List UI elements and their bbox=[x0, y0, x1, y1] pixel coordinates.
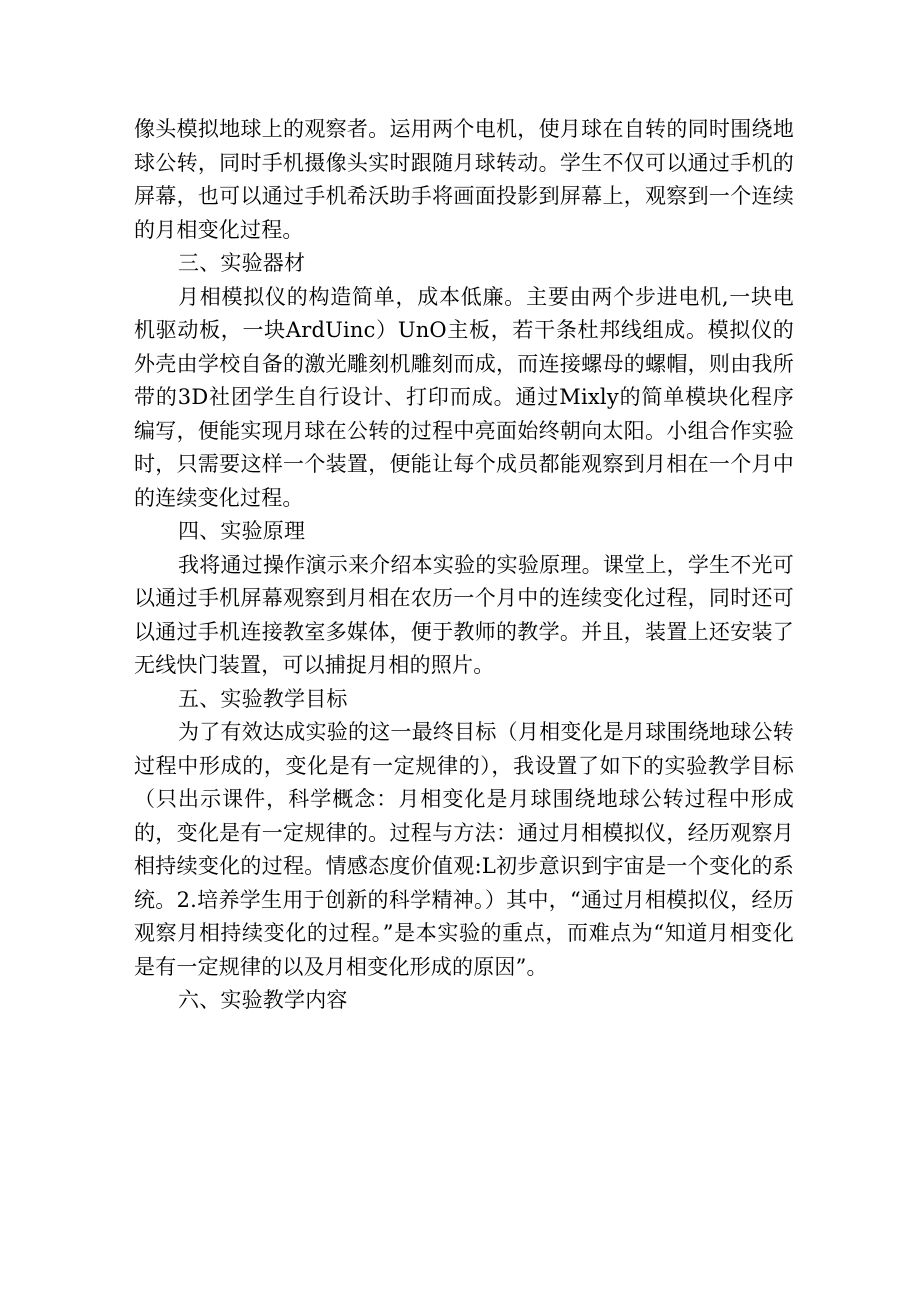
section-heading-teaching-goals: 五、实验教学目标 bbox=[178, 686, 348, 711]
paragraph-teaching-goals: 为了有效达成实验的这一最终目标（月相变化是月球围绕地球公转过程中形成的，变化是有一定规律的），我设置了如下的实验教学目标（只出示课件，科学概念：月相变化是月球围绕地球公转过程中形成的，变化是有一定规律的。过程与方法：通过月相模拟仪，经历观察月相持续变化的过程。情感态度价值观:L初步意识到宇宙是一个变化的系统。2.培养学生用于创新的科学精神。）其中，“通过月相模拟仪，经历观察月相持续变化的过程。”是本实验的重点，而难点为“知道月相变化是有一定规律的以及月相变化形成的原因”。 bbox=[134, 720, 794, 979]
paragraph-principle: 我将通过操作演示来介绍本实验的实验原理。课堂上，学生不光可以通过手机屏幕观察到月相在农历一个月中的连续变化过程，同时还可以通过手机连接教室多媒体，便于教师的教学。并且，装置上还安装了无线快门装置，可以捕捉月相的照片。 bbox=[134, 552, 794, 677]
section-heading-teaching-content: 六、实验教学内容 bbox=[178, 988, 348, 1012]
paragraph-equipment: 月相模拟仪的构造简单，成本低廉。主要由两个步进电机,一块电机驱动板，一块ArdUinc）UnO主板，若干条杜邦线组成。模拟仪的外壳由学校自备的激光雕刻机雕刻而成，而连接螺母的螺帽，则由我所带的3D社团学生自行设计、打印而成。通过Mixly的简单模块化程序编写，便能实现月球在公转的过程中亮面始终朝向太阳。小组合作实验时，只需要这样一个装置，便能让每个成员都能观察到月相在一个月中的连续变化过程。 bbox=[134, 284, 794, 510]
section-heading-equipment: 三、实验器材 bbox=[178, 251, 306, 275]
section-heading-principle: 四、实验原理 bbox=[178, 519, 306, 543]
document-body bbox=[134, 113, 794, 1018]
paragraph-continued-intro: 像头模拟地球上的观察者。运用两个电机，使月球在自转的同时围绕地球公转，同时手机摄像头实时跟随月球转动。学生不仅可以通过手机的屏幕，也可以通过手机希沃助手将画面投影到屏幕上，观察到一个连续的月相变化过程。 bbox=[134, 117, 794, 242]
